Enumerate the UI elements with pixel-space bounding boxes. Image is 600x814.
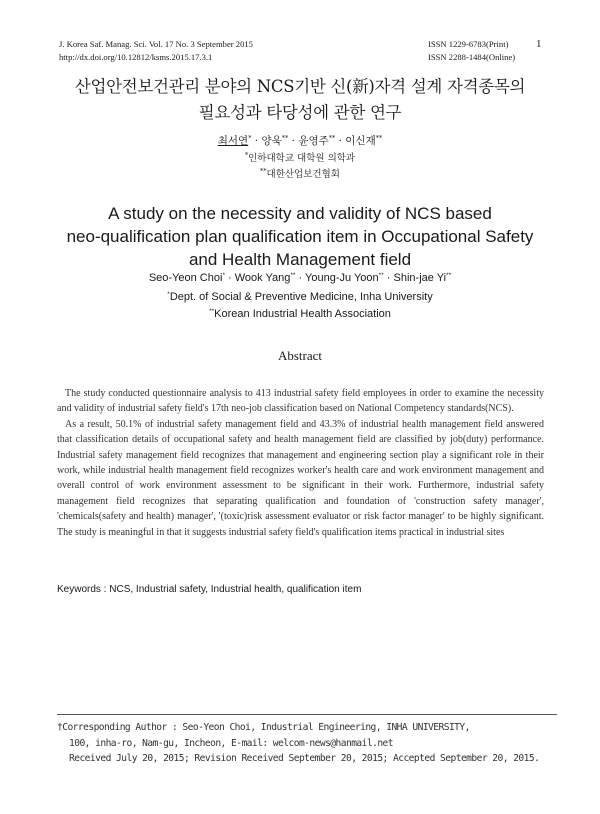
english-author-1: Seo-Yeon Choi (148, 272, 223, 284)
page-number: 1 (536, 38, 542, 50)
issn-print: ISSN 1229-6783(Print) (428, 39, 509, 49)
abstract-paragraph-2: As a result, 50.1% of industrial safety management field and 43.3% of industrial health management field answered that classification details of occupational safety and health management field are classified by job(duty) performance. Industrial safety management field recognizes that management and engineering section play a significant role in their work, while industrial health management field recognizes worker's health care and work environment management and overall control of work environment assessment to be significant in their work. Furthermore, industrial safety management field recognizes that separating qualification and foundation of 'construction safety manager', 'chemicals(safety and health) manager', '(toxic)risk assessment evaluator or risk factor manager' to be highly significant. The study is meaningful in that it suggests industrial safety field's qualification items practical in industrial sites (57, 418, 544, 538)
english-affiliation-1-sup: * (167, 291, 170, 298)
korean-affiliation-2-sup: ** (260, 167, 267, 175)
korean-author-2: 양욱 (261, 135, 282, 147)
english-author-4-sup: ** (446, 272, 452, 279)
english-title-line2: neo-qualification plan qualification item in Occupational Safety (66, 227, 534, 246)
korean-author-1-sup: * (248, 134, 252, 142)
english-author-3-sup: ** (378, 272, 384, 279)
footnote-line-1: †Corresponding Author : Seo-Yeon Choi, Industrial Engineering, INHA UNIVERSITY, (57, 722, 470, 733)
english-author-2-sup: ** (290, 272, 296, 279)
abstract-heading: Abstract (277, 348, 323, 363)
korean-affiliation-2-text: 대한산업보건협회 (266, 169, 340, 180)
english-affiliation-2-text: Korean Industrial Health Association (214, 308, 391, 320)
corresponding-author-footnote (57, 720, 557, 767)
korean-author-3-sup: ** (328, 134, 336, 142)
english-title-line1: A study on the necessity and validity of NCS based (108, 204, 492, 223)
english-affiliation-2-sup: ** (209, 308, 215, 315)
footnote-line-2: 100, inha-ro, Nam-gu, Incheon, E-mail: welcom-news@hanmail.net (69, 737, 394, 749)
author-separator: · (383, 272, 394, 284)
english-affiliation-1-text: Dept. of Social & Preventive Medicine, Inha University (169, 291, 433, 303)
korean-title-line1: 산업안전보건관리 분야의 NCS기반 신(新)자격 설계 자격종목의 (74, 77, 526, 96)
keywords-list: NCS, Industrial safety, Industrial health, qualification item (109, 584, 362, 595)
english-author-2: Wook Yang (234, 272, 291, 284)
english-author-1-sup: * (222, 272, 225, 279)
korean-title (40, 74, 560, 126)
author-separator: · (338, 135, 342, 147)
korean-author-4-sup: ** (375, 134, 383, 142)
korean-affiliation-1-sup: * (244, 151, 249, 159)
english-affiliation-1 (0, 288, 600, 304)
english-affiliation-2 (0, 305, 600, 321)
doi-link[interactable]: http://dx.doi.org/10.12812/ksms.2015.17.3.1 (59, 52, 213, 62)
korean-author-2-sup: ** (281, 134, 289, 142)
issn-block (428, 38, 515, 64)
english-author-4: Shin-jae Yi (393, 272, 447, 284)
journal-citation: J. Korea Saf. Manag. Sci. Vol. 17 No. 3 September 2015 (59, 39, 253, 49)
author-separator: · (291, 135, 295, 147)
english-authors (0, 269, 600, 285)
author-separator: · (295, 272, 306, 284)
korean-author-1: 최서연 (217, 135, 249, 147)
journal-header (59, 38, 253, 64)
english-title-line3: and Health Management field (188, 250, 412, 269)
korean-author-4: 이신재 (345, 135, 376, 147)
korean-author-3: 윤영주 (298, 135, 329, 147)
keywords (57, 583, 544, 597)
author-separator: · (224, 272, 235, 284)
footnote-divider (57, 714, 557, 715)
issn-online: ISSN 2288-1484(Online) (428, 52, 516, 62)
keywords-label: Keywords : (57, 584, 110, 595)
korean-affiliation-1-text: 인하대학교 대학원 의학과 (248, 153, 356, 164)
english-author-3: Young-Ju Yoon (305, 272, 379, 284)
korean-title-line2: 필요성과 타당성에 관한 연구 (198, 103, 402, 122)
author-separator: · (254, 135, 259, 147)
footnote-line-3: Received July 20, 2015; Revision Received September 20, 2015; Accepted September 20, 2015. (69, 753, 540, 764)
abstract-body (57, 386, 544, 540)
korean-affiliation-2 (0, 164, 600, 182)
korean-authors (0, 131, 600, 148)
abstract-paragraph-1: The study conducted questionnaire analysis to 413 industrial safety field employees in order to examine the necessity and validity of industrial safety field's 17th neo-job classification based on National Competency standards(NCS). (57, 388, 544, 415)
english-title (40, 202, 560, 271)
